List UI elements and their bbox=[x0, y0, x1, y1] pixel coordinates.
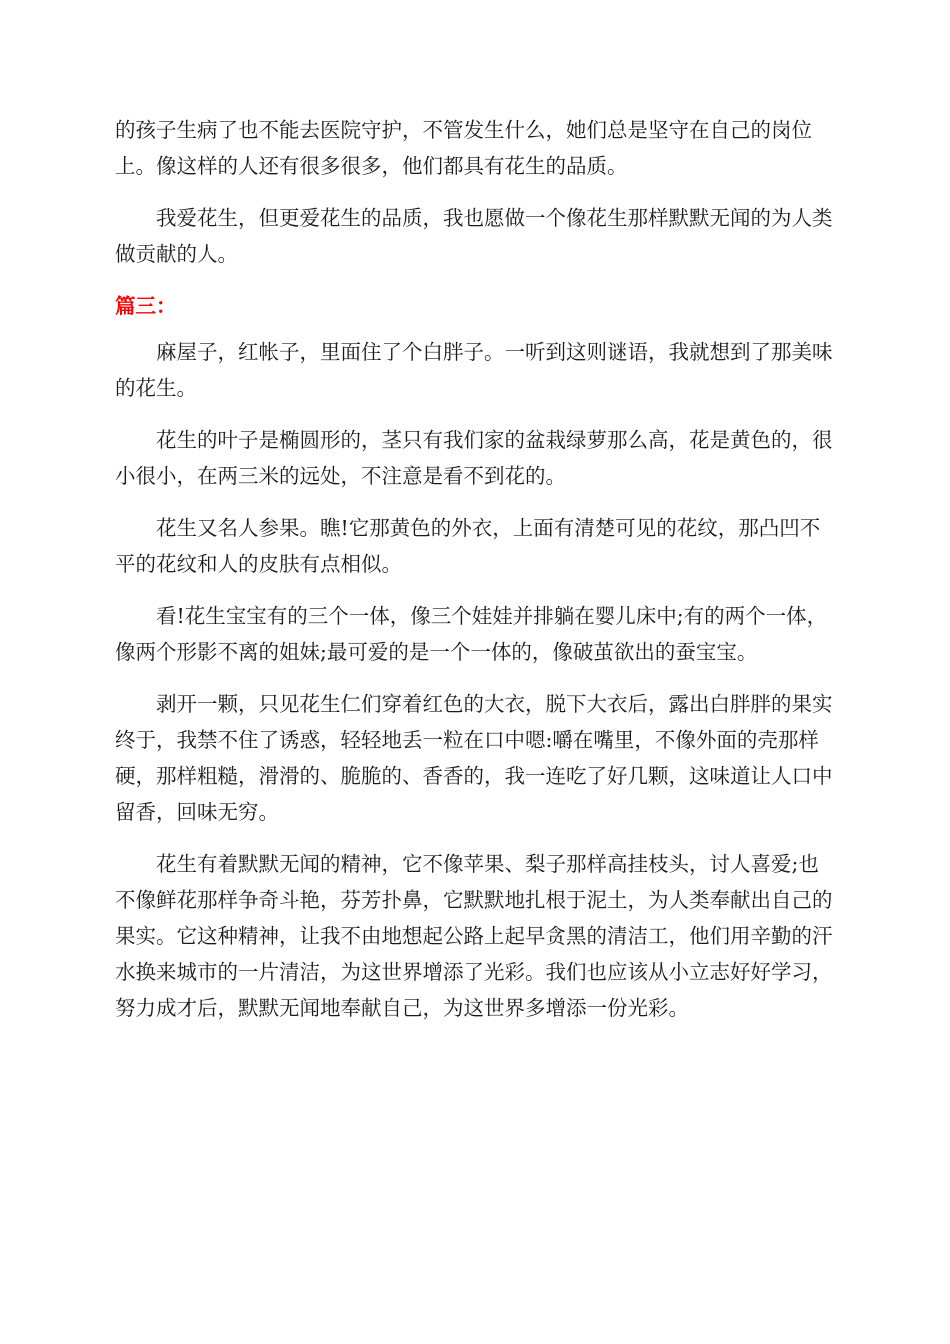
paragraph: 看!花生宝宝有的三个一体，像三个娃娃并排躺在婴儿床中;有的两个一体，像两个形影不离的姐妹;最可爱的是一个一体的，像破茧欲出的蚕宝宝。 bbox=[115, 604, 828, 664]
paragraph: 剥开一颗，只见花生仁们穿着红色的大衣，脱下大衣后，露出白胖胖的果实终于，我禁不住了诱惑，轻轻地丢一粒在口中嗯:嚼在嘴里，不像外面的壳那样硬，那样粗糙，滑滑的、脆脆的、香香的，我一连吃了好几颗，这味道让人口中留香，回味无穷。 bbox=[115, 692, 833, 824]
paragraph: 花生有着默默无闻的精神，它不像苹果、梨子那样高挂枝头，讨人喜爱;也不像鲜花那样争奇斗艳，芬芳扑鼻，它默默地扎根于泥土，为人类奉献出自己的果实。它这种精神，让我不由地想起公路上起早贪黑的清洁工，他们用辛勤的汗水换来城市的一片清洁，为这世界增添了光彩。我们也应该从小立志好好学习，努力成才后，默默无闻地奉献自己，为这世界多增添一份光彩。 bbox=[115, 852, 833, 1020]
section-heading: 篇三： bbox=[115, 294, 177, 318]
paragraph: 我爱花生，但更爱花生的品质，我也愿做一个像花生那样默默无闻的为人类做贡献的人。 bbox=[115, 206, 833, 266]
paragraph: 花生的叶子是椭圆形的，茎只有我们家的盆栽绿萝那么高，花是黄色的，很小很小，在两三米的远处，不注意是看不到花的。 bbox=[115, 428, 833, 488]
paragraph-continuation: 的孩子生病了也不能去医院守护，不管发生什么，她们总是坚守在自己的岗位上。像这样的人还有很多很多，他们都具有花生的品质。 bbox=[115, 118, 812, 178]
document-body bbox=[115, 112, 835, 1042]
paragraph: 花生又名人参果。瞧!它那黄色的外衣，上面有清楚可见的花纹，那凸凹不平的花纹和人的皮肤有点相似。 bbox=[115, 516, 821, 576]
paragraph: 麻屋子，红帐子，里面住了个白胖子。一听到这则谜语，我就想到了那美味的花生。 bbox=[115, 340, 833, 400]
